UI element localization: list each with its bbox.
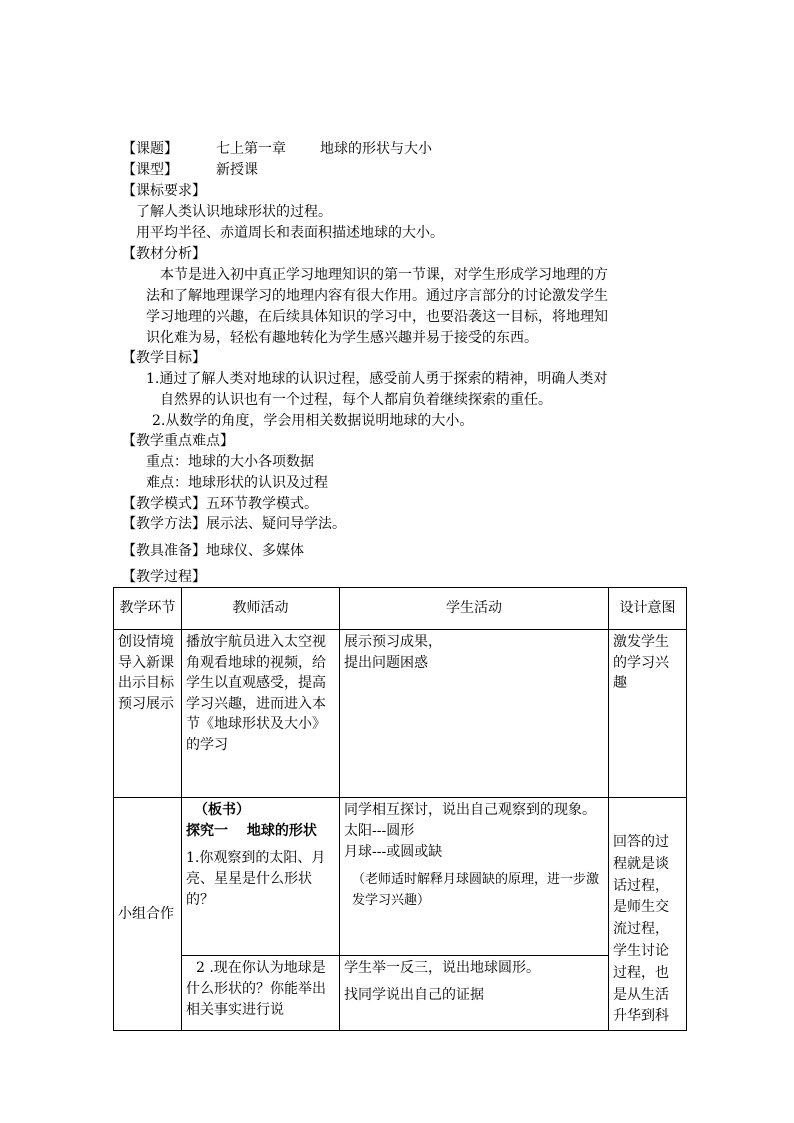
student-text: 学生举一反三，说出地球圆形。	[344, 960, 540, 977]
header-teacher: 教师活动	[182, 588, 340, 630]
student-cell	[340, 630, 609, 798]
methods-row	[122, 514, 346, 534]
type-label: 【课型】	[122, 162, 178, 178]
analysis-line-4: 识化难为易，轻松有趣地转化为学生感兴趣并易于接受的东西。	[146, 330, 538, 346]
standards-item-1: 了解人类认识地球形状的过程。	[136, 204, 332, 220]
standards-item-2: 用平均半径、赤道周长和表面积描述地球的大小。	[136, 225, 444, 241]
tools-label: 【教具准备】	[122, 543, 206, 559]
student-text: 同学相互探讨，说出自己观察到的现象。	[344, 802, 596, 818]
student-text: 展示预习成果，	[344, 634, 442, 650]
analysis-line-3: 学习地理的兴趣，在后续具体知识的学习中，也要沿袭这一目标，将地理知	[146, 309, 608, 325]
student-text: 太阳---圆形	[344, 823, 415, 839]
inquiry-title: 探究一 地球的形状	[186, 823, 317, 839]
student-text: 月球---或圆或缺	[344, 844, 443, 860]
header-student: 学生活动	[340, 588, 609, 630]
topic-chapter: 七上第一章	[216, 141, 286, 157]
intent-cell: 激发学生的学习兴趣	[609, 630, 687, 798]
standards-label: 【课标要求】	[122, 183, 206, 199]
teacher-cell: 播放宇航员进入太空视角观看地球的视频，给学生以直观感受，提高学习兴趣，进而进入本节《地球形状及大小》的学习	[182, 630, 340, 798]
mode-label: 【教学模式】	[122, 496, 206, 512]
analysis-line-1: 本节是进入初中真正学习地理知识的第一节课，对学生形成学习地理的方	[160, 267, 608, 283]
goals-label: 【教学目标】	[122, 350, 206, 366]
analysis-label: 【教材分析】	[122, 246, 206, 262]
topic-title: 地球的形状与大小	[320, 141, 432, 157]
analysis-line-2: 法和了解地理课学习的地理内容有很大作用。通过序言部分的讨论激发学生	[146, 288, 608, 304]
student-text: 提出问题困惑	[344, 654, 428, 671]
board-note: （板书）	[194, 802, 250, 818]
difficulty-point: 难点：地球形状的认识及过程	[146, 475, 328, 491]
table-header-row	[114, 588, 687, 630]
type-value: 新授课	[216, 162, 258, 178]
goals-line-2: 自然界的认识也有一个过程，每个人都肩负着继续探索的重任。	[160, 392, 552, 408]
topic-row	[122, 139, 432, 159]
student-cell	[340, 956, 609, 1031]
table-row	[114, 956, 687, 1031]
teacher-note: （老师适时解释月球圆缺的原理，进一步激发学习兴趣）	[352, 872, 600, 908]
stage-cell: 创设情境导入新课出示目标预习展示	[114, 630, 182, 798]
methods-label: 【教学方法】	[122, 516, 206, 532]
table-row	[114, 630, 687, 798]
key-point: 重点：地球的大小各项数据	[146, 454, 314, 470]
process-table	[113, 587, 687, 1031]
methods-value: 展示法、疑问导学法。	[206, 516, 346, 532]
mode-value: 五环节教学模式。	[206, 496, 318, 512]
stage-cell: 小组合作	[114, 798, 182, 1031]
goals-line-1: 1.通过了解人类对地球的认识过程，感受前人勇于探索的精神，明确人类对	[146, 371, 608, 387]
type-row	[122, 160, 258, 180]
process-label: 【教学过程】	[122, 569, 206, 585]
student-text: 找同学说出自己的证据	[344, 987, 484, 1004]
tools-row	[122, 541, 304, 561]
question-text: 1.你观察到的太阳、月亮、星星是什么形状的？	[186, 850, 326, 908]
goals-line-3: 2.从数学的角度，学会用相关数据说明地球的大小。	[152, 413, 474, 429]
header-stage: 教学环节	[114, 588, 182, 630]
tools-value: 地球仪、多媒体	[206, 543, 304, 559]
student-cell	[340, 798, 609, 956]
teacher-cell: 2 .现在你认为地球是什么形状的？你能举出相关事实进行说	[182, 956, 340, 1031]
keypoints-label: 【教学重点难点】	[122, 433, 234, 449]
teacher-cell	[182, 798, 340, 956]
table-row	[114, 798, 687, 956]
header-intent: 设计意图	[609, 588, 687, 630]
topic-label: 【课题】	[122, 141, 178, 157]
mode-row	[122, 494, 318, 514]
intent-cell: 回答的过程就是谈话过程，是师生交流过程，学生讨论过程，也是从生活升华到科	[609, 798, 687, 1031]
